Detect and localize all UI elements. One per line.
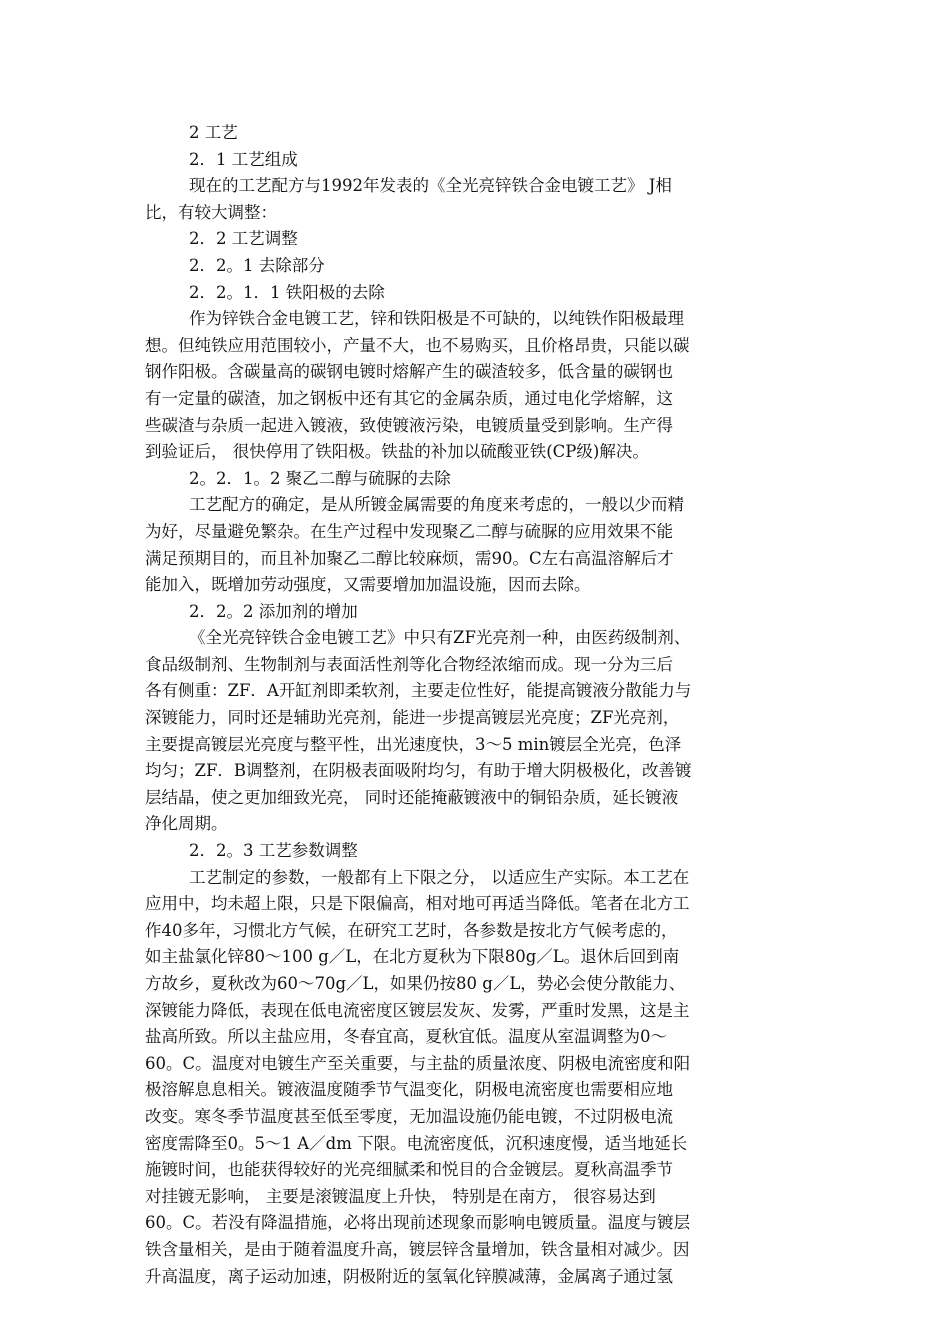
text-line: 2。2．1。2 聚乙二醇与硫脲的去除 (189, 468, 451, 488)
text-line: 工艺制定的参数，一般都有上下限之分， 以适应生产实际。本工艺在 (189, 867, 690, 887)
text-line: 工艺配方的确定，是从所镀金属需要的角度来考虑的，一般以少而精 (189, 495, 684, 515)
text-line: 到验证后， 很快停用了铁阳极。铁盐的补加以硫酸亚铁(CP级)解决。 (145, 442, 649, 462)
text-line: 2．2 工艺调整 (189, 229, 298, 249)
text-line: 2 工艺 (189, 123, 238, 142)
text-line: 对挂镀无影响， 主要是滚镀温度上升快， 特别是在南方， 很容易达到 (145, 1186, 656, 1206)
text-line: 极溶解息息相关。镀液温度随季节气温变化，阴极电流密度也需要相应地 (145, 1080, 673, 1100)
text-line: 60。C。温度对电镀生产至关重要，与主盐的质量浓度、阴极电流密度和阳 (145, 1053, 691, 1073)
text-line: 方故乡，夏秋改为60～70g／L，如果仍按80 g／L，势必会使分散能力、 (145, 974, 686, 993)
text-line: 深镀能力，同时还是辅助光亮剂，能进一步提高镀层光亮度；ZF光亮剂， (145, 708, 680, 728)
text-line: 铁含量相关，是由于随着温度升高，镀层锌含量增加，铁含量相对减少。因 (145, 1239, 690, 1259)
text-line: 现在的工艺配方与1992年发表的《全光亮锌铁合金电镀工艺》 J相 (189, 176, 672, 196)
text-line: 净化周期。 (145, 814, 228, 834)
text-line: 些碳渣与杂质一起进入镀液，致使镀液污染，电镀质量受到影响。生产得 (145, 415, 673, 435)
text-line: 《全光亮锌铁合金电镀工艺》中只有ZF光亮剂一种，由医药级制剂、 (189, 628, 691, 648)
text-line: 满足预期目的，而且补加聚乙二醇比较麻烦，需90。C左右高温溶解后才 (145, 548, 674, 568)
text-line: 2．2。1．1 铁阳极的去除 (189, 282, 385, 302)
text-line: 比，有较大调整： (145, 202, 277, 222)
document-body (145, 120, 805, 1290)
text-line: 主要提高镀层光亮度与整平性，出光速度快，3～5 min镀层全光亮，色泽 (145, 734, 682, 754)
text-line: 有一定量的碳渣，加之钢板中还有其它的金属杂质，通过电化学熔解，这 (145, 388, 673, 408)
text-line: 2．2。1 去除部分 (189, 255, 325, 275)
text-line: 作40多年，习惯北方气候，在研究工艺时，各参数是按北方气候考虑的， (145, 920, 678, 940)
text-line: 深镀能力降低，表现在低电流密度区镀层发灰、发雾，严重时发黑，这是主 (145, 1000, 690, 1020)
text-line: 钢作阳极。含碳量高的碳钢电镀时熔解产生的碳渣较多，低含量的碳钢也 (145, 362, 673, 382)
text-line: 为好，尽量避免繁杂。在生产过程中发现聚乙二醇与硫脲的应用效果不能 (145, 521, 673, 541)
text-line: 密度需降至0。5～1 A／dm 下限。电流密度低，沉积速度慢，适当地延长 (145, 1133, 688, 1153)
text-line: 2．2。2 添加剂的增加 (189, 601, 358, 621)
text-line: 60。C。若没有降温措施，必将出现前述现象而影响电镀质量。温度与镀层 (145, 1213, 691, 1233)
text-line: 想。但纯铁应用范围较小，产量不大，也不易购买，且价格昂贵，只能以碳 (145, 335, 690, 355)
text-line: 盐高所致。所以主盐应用，冬春宜高，夏秋宜低。温度从室温调整为0～ (145, 1027, 667, 1047)
text-line: 作为锌铁合金电镀工艺，锌和铁阳极是不可缺的，以纯铁作阳极最理 (189, 309, 684, 329)
text-line: 应用中，均未超上限，只是下限偏高，相对地可再适当降低。笔者在北方工 (145, 894, 690, 914)
text-line: 2．1 工艺组成 (189, 149, 298, 169)
text-line: 食品级制剂、生物制剂与表面活性剂等化合物经浓缩而成。现一分为三后 (145, 654, 673, 674)
text-line: 2．2。3 工艺参数调整 (189, 841, 358, 861)
text-line: 改变。寒冬季节温度甚至低至零度，无加温设施仍能电镀，不过阴极电流 (145, 1106, 673, 1126)
text-line: 升高温度，离子运动加速，阴极附近的氢氧化锌膜减薄，金属离子通过氢 (145, 1266, 673, 1286)
text-line: 能加入，既增加劳动强度，又需要增加加温设施，因而去除。 (145, 575, 591, 595)
text-line: 均匀；ZF．B调整剂，在阴极表面吸附均匀，有助于增大阴极极化，改善镀 (145, 761, 692, 781)
text-line: 层结晶，使之更加细致光亮， 同时还能掩蔽镀液中的铜铅杂质，延长镀液 (145, 787, 679, 807)
text-line: 施镀时间，也能获得较好的光亮细腻柔和悦目的合金镀层。夏秋高温季节 (145, 1160, 673, 1180)
text-line: 如主盐氯化锌80～100 g／L，在北方夏秋为下限80g／L。退休后回到南 (145, 947, 680, 967)
text-line: 各有侧重：ZF．A开缸剂即柔软剂，主要走位性好，能提高镀液分散能力与 (145, 681, 692, 701)
